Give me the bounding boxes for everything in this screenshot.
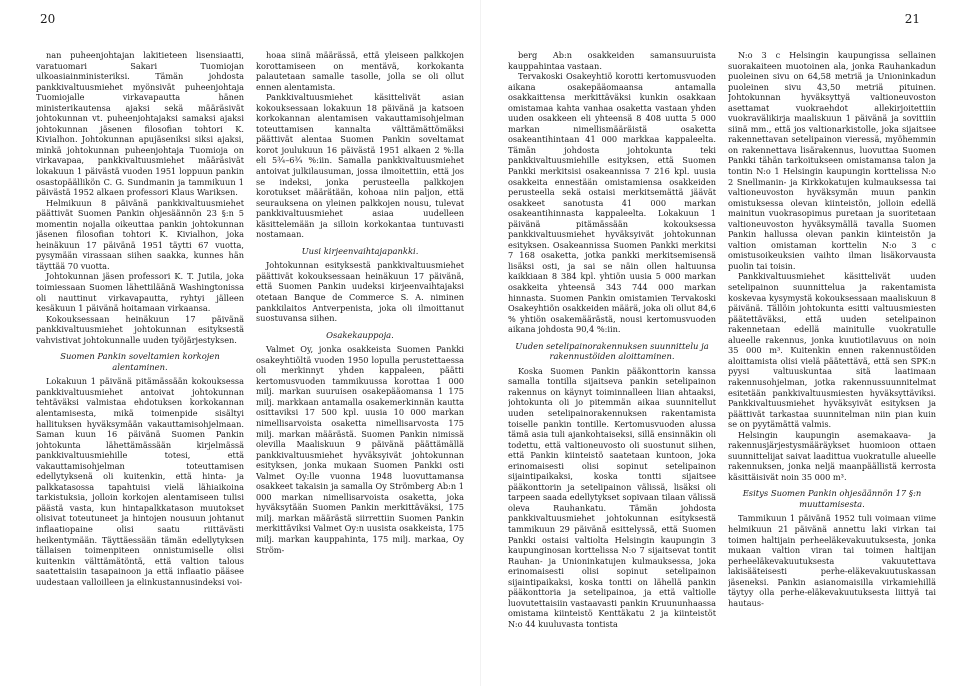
page-gutter [480, 0, 481, 686]
page-number-left: 20 [40, 12, 56, 26]
paragraph: Pankkivaltuusmiehet käsittelivät uuden setelipainon suunnittelua ja rakentamista koskevaa kysymystä kokouksessaan maaliskuun 8 päivänä. Tällöin johtokunta esitti valtuusmiesten päätettäväksi, että uuden setelipainon rakennetaan edellä mainitulle vuokratulle alueelle rakennus, jonka kuutiotilavuus on noin 35 000 m³. Kuitenkin ennen rakennustöiden aloittamista olisi vielä päätettävä, että sen SPK:n pyysi valtuuskuntaa sitä laatimaan rakennusohjelman, jotka rakennussuunnitelmat esitetään pankkivaltuusmiesten hyväksyttäviksi. Pankkivaltuusmiehet hyväksyivät esityksen ja päättivät tarkastaa suunnitelman niin pian kuin se on pyytämättä valmis. [728, 271, 936, 430]
paragraph: hoaa siinä määrässä, että yleiseen palkkojen korottamiseen on mentävä, korkokanta palautetaan samalle tasolle, jolla se oli ollut ennen alentamista. [256, 50, 464, 92]
paragraph: Helmikuun 8 päivänä pankkivaltuusmiehet päättivät Suomen Pankin ohjesäännön 23 §:n 5 momentin nojalla oikeuttaa pankin johtokunnan jäsenen filosofian tohtori K. Kivialhon, joka heinäkuun 17 päivänä 1951 täytti 67 vuotta, pysymään virassaan siihen saakka, kunnes hän täyttää 70 vuotta. [36, 197, 244, 271]
section-heading: Osakekauppoja. [326, 329, 394, 340]
section-heading: Uusi kirjeenvaihtajapankki. [301, 245, 419, 256]
paragraph: nan puheenjohtajan lakitieteen lisensiaatti, varatuomari Sakari Tuomiojan ulkoasiainministeriksi. Tämän johdosta pankkivaltuusmiehet myönsivät puheenjohtaja Tuomiojalle virkavapautta hänen ministerikautensa ajaksi sekä määräsivät johtokunnan vt. puheenjohtajaksi samaksi ajaksi johtokunnan jäsenen filosofian tohtori K. Kivialhon. Johtokunnan apujäseniksi siksi ajaksi, minkä johtokunnan puheenjohtaja Tuomioja on virkavapaa, pankkivaltuusmiehet määräsivät lokakuun 1 päivästä vuoden 1951 loppuun pankin osastopäällikön C. G. Sundmanin ja tammikuun 1 päivästä 1952 alkaen professori Klaus Wariksen. [36, 50, 244, 198]
text-column-2 [256, 50, 464, 680]
paragraph: Johtokunnan jäsen professori K. T. Jutila, joka toimiessaan Suomen lähettiläänä Washingtonissa oli nauttinut virkavapautta, ryhtyi jälleen kesäkuun 1 päivänä hoitamaan virkaansa. [36, 271, 244, 314]
section-heading: Esitys Suomen Pankin ohjesäännön 17 §:n muuttamisesta. [742, 488, 922, 509]
section-heading: Uuden setelipainorakennuksen suunnittelu ja rakennustöiden aloittaminen. [515, 340, 709, 362]
paragraph: N:o 3 c Helsingin kaupungissa sellainen suorakaiteen muotoinen ala, jonka Rauhankadun puoleinen sivu on 64,58 metriä ja Unioninkadun puoleinen sivu 43,50 metriä pituinen. Johtokunnan hyväksyttyä valtioneuvoston asettamat vuokraehdot allekirjoitettiin vuokravälikirja maaliskuun 1 päivänä ja sovittiin siinä mm., että jos valtionarkistolle, joka sijaitsee rakennettavan setelipainon vieressä, myöhemmin on rakennettava lisärakennus, luovuttaa Suomen Pankki tähän tarkoitukseen omistamansa talon ja tontin N:o 1 Helsingin kaupungin korttelissa N:o 2 Snellmanin- ja Kirkkokatujen kulmauksessa tai valtioneuvoston hyväksymän muun pankin omistuksessa olevan kiinteistön, jolloin edellä mainitun vuokrasopimus puretaan ja suoritetaan valtioneuvoston hyväksymällä tavalla Suomen Pankin hallussa olevan pankin kiinteistön ja valtion omistaman korttelin N:o 3 c omistusoikeuksien vaihto ilman lisäkorvausta puolin tai toisin. [728, 50, 936, 271]
text-column-1 [36, 50, 244, 680]
paragraph: berg Ab:n osakkeiden samansuuruista kauppahintaa vastaan. [508, 50, 716, 71]
paragraph: Lokakuun 1 päivänä pitämässään kokouksessa pankkivaltuusmiehet antoivat johtokunnan tehtäväksi valmistaa ehdotuksen korkokannan alentamisesta, mikä toimenpide sisältyi hallituksen hyväksymään vakauttamisohjelmaan. Saman kuun 16 päivänä Suomen Pankin johtokunta lähettämässään kirjelmässä pankkivaltuusmiehille totesi, että vakauttamisohjelman toteuttamisen edellytyksenä oli kuitenkin, että hinta- ja palkkatasossa tapahtuisi vielä lähiaikoina tarkistuksia, jolloin korkojen alentamiseen tulisi päästä vasta, kun hintapalkkatason muutokset olisivat toteutuneet ja hintojen nousuun johtanut inflaatiopaine olisi saatu riittävästi heikentymään. Täyttäessään tämän edellytyksen tällaisen toimenpiteen onnistumiselle olisi kuitenkin välttämätöntä, että valtion talous saatettaisiin tasapainoon ja että inflaatio pääsee uudestaan valloilleen ja elinkustannusindeksi voi- [36, 376, 244, 587]
paragraph: Helsingin kaupungin asemakaava- ja rakennusjärjestysmääräykset huomioon ottaen suunnittelijat saivat laadittua vuokratulle alueelle rakennuksen, jonka neljä maanpäällistä kerrosta käsittäisivät noin 35 000 m³. [728, 429, 936, 482]
section-heading: Suomen Pankin soveltamien korkojen alentaminen. [60, 351, 220, 372]
paragraph: Kokouksessaan heinäkuun 17 päivänä pankkivaltuusmiehet johtokunnan esityksestä vahvistivat johtokunnalle uuden työjärjestyksen. [36, 313, 244, 345]
paragraph: Johtokunnan esityksestä pankkivaltuusmiehet päättivät kokouksessaan heinäkuun 17 päivänä, että Suomen Pankin uudeksi kirjeenvaihtajaksi otetaan Banque de Commerce S. A. niminen pankkilaitos Antverpenista, joka oli ilmoittanut suostuvansa siihen. [256, 260, 464, 324]
paragraph: Tammikuun 1 päivänä 1952 tuli voimaan viime helmikuun 21 päivänä annettu laki virkan tai toimen haltijain perheeläkevakuutuksesta, jonka mukaan valtion viran tai toimen haltijan perheeläkevakuutuksesta vakuutettava lakisääteisesti perhe-eläkevakuutuskassan jäseneksi. Pankin asianomaisilla virkamiehillä täytyy olla perhe-eläkevakuutuksesta liittyä tai hautaus- [728, 513, 936, 608]
paragraph: Tervakoski Osakeyhtiö korotti kertomusvuoden aikana osakepääomaansa antamalla osakkaittensa merkittäväksi kunkin osakkaan omistamaa kahta vanhaa osaketta vastaan yhden uuden osakkeen eli yhteensä 8 408 uutta 5 000 markan nimellismääräistä osaketta osakeantihintaan 41 000 markkaa kappaleelta. Tämän johdosta johtokunta teki pankkivaltuusmiehille esityksen, että Suomen Pankki merkitsisi osakeannissa 7 216 kpl. uusia osakkeita ennestään omistamiensa osakkeiden perusteella sekä ostaisi merkitsemättä jäävät osakkeet sanotusta 41 000 markan osakeantihinnasta kappaleelta. Lokakuun 1 päivänä pitämässään kokouksessa pankkivaltuusmiehet hyväksyivät johtokunnan esityksen. Osakeannissa Suomen Pankki merkitsi 7 168 osaketta, jotka pankki merkitsemisensä lisäksi osti, ja sai se näin ollen haltuunsa kaikkiaan 8 384 kpl. yhtiön uusia 5 000 markan osakkeita yhteensä 343 744 000 markan hinnasta. Suomen Pankin omistamien Tervakoski Osakeyhtiön osakkeiden määrä, joka oli ollut 84,6 % yhtiön osakemäärästä, nousi kertomusvuoden aikana johdosta 90,4 %:iin. [508, 71, 716, 335]
paragraph: Valmet Oy, jonka osakkeista Suomen Pankki osakeyhtiöltä vuoden 1950 lopulla perustettaessa oli merkinnyt yhden kappaleen, päätti kertomusvuoden tammikuussa korottaa 1 000 milj. markan suuruisen osakepääomansa 1 175 milj. markkaan antamalla osakemerkinnän kautta osittaviksi 17 500 kpl. uusia 10 000 markan nimellisarvoista osaketta nimellisarvosta 175 milj. markan määrästä. Suomen Pankin nimissä olevilla Maaliskuun 9 päivänä päättämällä pankkivaltuusmiehet hyväksyivät johtokunnan esityksen, jonka mukaan Suomen Pankki osti Valmet Oy:lle vuonna 1948 luovuttamansa osakkeet takaisin ja samalla Oy Strömberg Ab:n 1 000 markan nimellisarvoista osaketta, joka hyväksytään Suomen Pankin merkittäväksi, 175 milj. markan määrästä siirrettiin Suomen Pankin merkittäviksi Valmet Oy:n uusista osakkeista, 175 milj. markan kauppahinta, 175 milj. markaa, Oy Ström- [256, 344, 464, 555]
text-column-3 [508, 50, 716, 680]
paragraph: Koska Suomen Pankin pääkonttorin kanssa samalla tontilla sijaitseva pankin setelipainon rakennus on käynyt toiminnalleen liian ahtaaksi, johtokunta oli jo pitemmän aikaa suunnitellut uuden setelipainorakennuksen rakentamista toiselle pankin tontille. Kertomusvuoden alussa tämä asia tuli ajankohtaiseksi, sillä ensinnäkin oli todettu, että valtioneuvosto oli suostunut siihen, että Pankin kiinteistö saatetaan kuntoon, joka erinomaisesti olisi sopinut setelipainon sijaintipaikaksi, koska tontti sijaitsee pääkonttorin ja setelipainon välissä, lisäksi oli tarpeen saada edellytykset sopivaan tilaan välissä oleva Rauhankatu. Tämän johdosta pankkivaltuusmiehet johtokunnan esityksestä tammikuun 29 päivänä esittelyssä, että Suomen Pankki ostaisi valtiolta Helsingin kaupungin 3 kaupunginosan korttelissa N:o 7 sijaitsevat tontit Rauhan- ja Unioninkatujen kulmauksessa, joka erinomaisesti olisi sopinut setelipainon sijaintipaikaksi, koska tontti on lähellä pankin pääkonttoria ja setelipainoa, ja että valtiolle luovutettaisiin vastaavasti pankin Kruununhaassa omistama kiinteistö Kenttäkatu 2 ja kiinteistöt N:o 44 kuuluvasta tontista [508, 365, 716, 629]
text-column-4 [728, 50, 936, 680]
paragraph: Pankkivaltuusmiehet käsittelivät asian kokouksessaan lokakuun 18 päivänä ja katsoen korkokannan alentamisen vakauttamisohjelman toteuttamisen kannalta välttämättömäksi päättivät alentaa Suomen Pankin soveltamat korot joulukuun 16 päivästä 1951 alkaen 2 %:lla eli 5¾–6¾ %:iin. Samalla pankkivaltuusmiehet antoivat julkilausuman, jossa ilmoitettiin, että jos se indeksi, jonka perusteella palkkojen korotukset määrätään, kohoaa niin paljon, että seurauksena on yleinen palkkojen nousu, tulevat pankkivaltuusmiehet asiaa uudelleen käsittelemään ja silloin korkokantaa tuntuvasti nostamaan. [256, 92, 464, 240]
page-number-right: 21 [904, 12, 920, 26]
